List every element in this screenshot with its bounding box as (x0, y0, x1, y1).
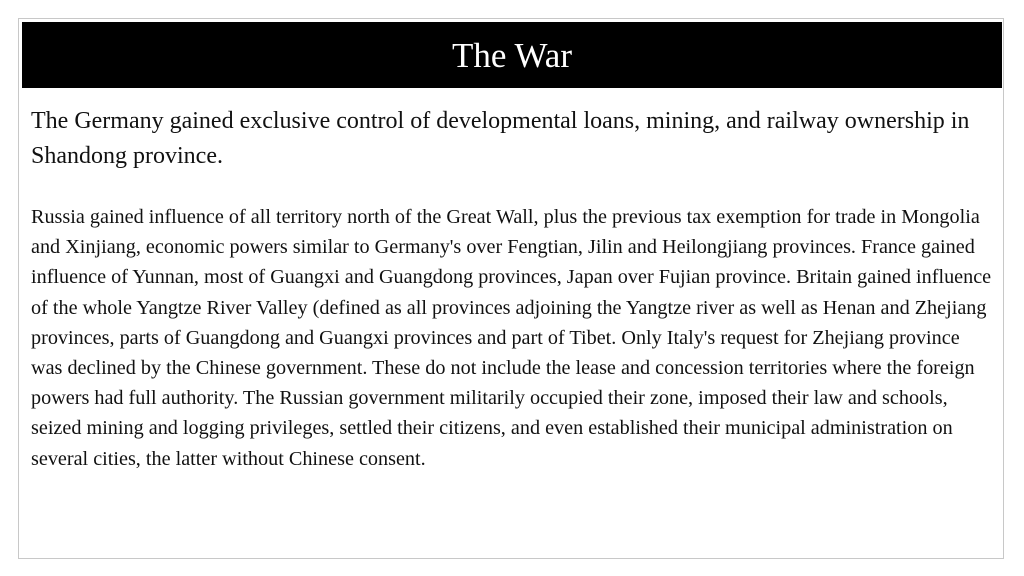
slide-content (31, 104, 993, 474)
body-paragraph: Russia gained influence of all territory north of the Great Wall, plus the previous tax exemption for trade in Mongolia and Xinjiang, economic powers similar to Germany's over Fengtian, Jilin and Heilongjiang provinces. France gained influence of Yunnan, most of Guangxi and Guangdong provinces, Japan over Fujian province. Britain gained influence of the whole Yangtze River Valley (defined as all provinces adjoining the Yangtze river as well as Henan and Zhejiang provinces, parts of Guangdong and Guangxi provinces and part of Tibet. Only Italy's request for Zhejiang province was declined by the Chinese government. These do not include the lease and concession territories where the foreign powers had full authority. The Russian government militarily occupied their zone, imposed their law and schools, seized mining and logging privileges, settled their citizens, and even established their municipal administration on several cities, the latter without Chinese consent. (31, 206, 992, 470)
title-bar (22, 22, 1002, 88)
slide-title: The War (452, 35, 572, 75)
lead-paragraph: The Germany gained exclusive control of developmental loans, mining, and railway ownership in Shandong province. (31, 108, 970, 169)
